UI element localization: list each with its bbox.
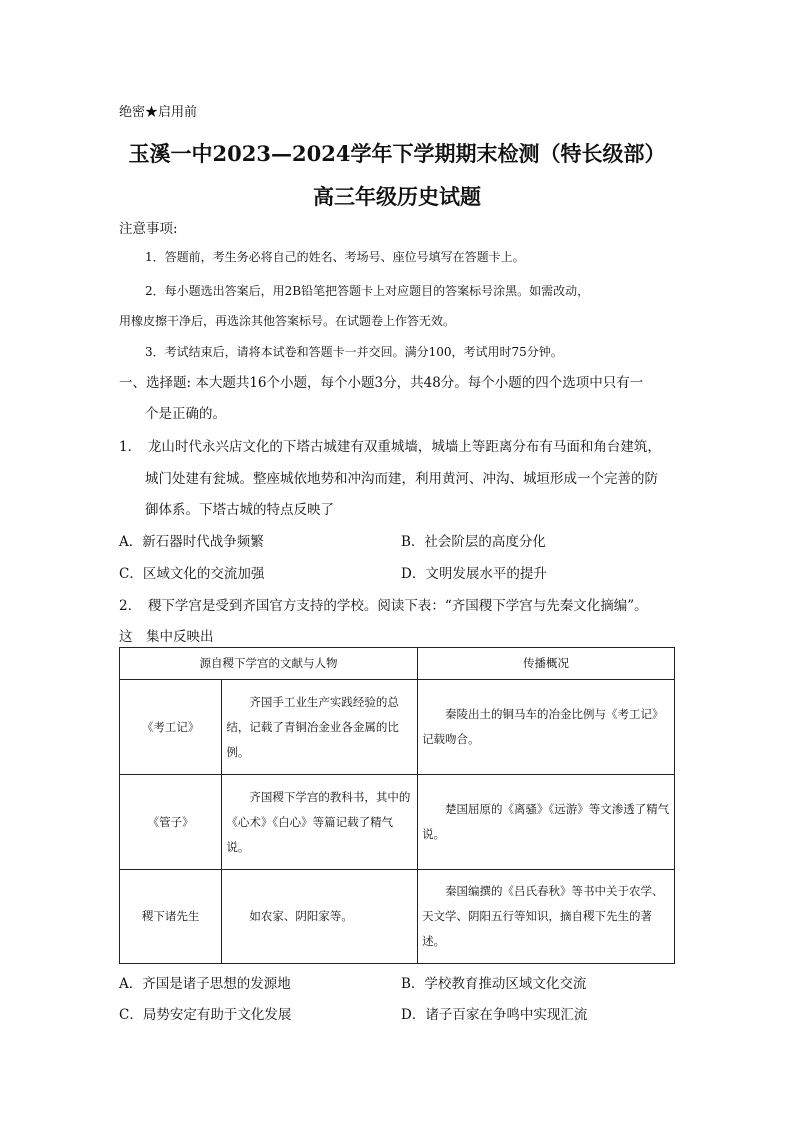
table-header-left: 源自稷下学宫的文献与人物 — [120, 648, 418, 680]
question-2-stem: 这 集中反映出 — [119, 629, 214, 645]
question-1-stem: 御体系。下塔古城的特点反映了 — [145, 502, 334, 518]
question-2-stem: 2． 稷下学宫是受到齐国官方支持的学校。阅读下表：“齐国稷下学宫与先秦文化摘编”。 — [119, 598, 648, 614]
note-item: 1．答题前，考生务必将自己的姓名、考场号、座位号填写在答题卡上。 — [145, 250, 525, 264]
notes-heading: 注意事项: — [119, 221, 178, 237]
table-cell-spread: 秦国编撰的《吕氏春秋》等书中关于农学、天文学、阴阳五行等知识，摘自稷下先生的著述。 — [418, 870, 675, 964]
table-cell-name: 稷下诸先生 — [120, 870, 222, 964]
q1-option-d[interactable]: D．文明发展水平的提升 — [401, 566, 547, 582]
q1-option-b[interactable]: B．社会阶层的高度分化 — [401, 534, 546, 550]
note-item: 2．每小题选出答案后，用2B铅笔把答题卡上对应题目的答案标号涂黑。如需改动， — [145, 284, 590, 298]
table-cell-desc: 齐国手工业生产实践经验的总结，记载了青铜冶金业各金属的比例。 — [222, 680, 418, 775]
source-table — [119, 647, 675, 964]
q1-option-c[interactable]: C．区域文化的交流加强 — [119, 566, 265, 582]
question-1-stem: 1． 龙山时代永兴店文化的下塔古城建有双重城墙，城墙上等距离分布有马面和角台建筑， — [119, 439, 661, 455]
q2-option-b[interactable]: B．学校教育推动区域文化交流 — [401, 976, 587, 992]
confidential-mark: 绝密★启用前 — [119, 105, 198, 120]
table-cell-spread: 楚国屈原的《离骚》《远游》等文渗透了精气说。 — [418, 775, 675, 870]
table-cell-desc: 齐国稷下学宫的教科书，其中的《心术》《白心》等篇记载了精气说。 — [222, 775, 418, 870]
q2-option-d[interactable]: D．诸子百家在争鸣中实现汇流 — [401, 1007, 588, 1023]
section-heading: 一、选择题: 本大题共16个小题，每个小题3分，共48分。每个小题的四个选项中只有一 — [119, 375, 644, 391]
q1-option-a[interactable]: A．新石器时代战争频繁 — [119, 534, 264, 550]
q2-option-a[interactable]: A．齐国是诸子思想的发源地 — [119, 976, 291, 992]
table-cell-desc: 如农家、阴阳家等。 — [222, 870, 418, 964]
exam-subtitle: 高三年级历史试题 — [313, 184, 481, 209]
section-heading-cont: 个是正确的。 — [145, 406, 226, 422]
table-cell-spread: 秦陵出土的铜马车的冶金比例与《考工记》记载吻合。 — [418, 680, 675, 775]
q2-option-c[interactable]: C．局势安定有助于文化发展 — [119, 1007, 292, 1023]
table-header-right: 传播概况 — [418, 648, 675, 680]
note-item: 用橡皮擦干净后，再选涂其他答案标号。在试题卷上作答无效。 — [119, 314, 456, 328]
table-cell-name: 《考工记》 — [120, 680, 222, 775]
question-1-stem: 城门处建有瓮城。整座城依地势和冲沟而建，利用黄河、冲沟、城垣形成一个完善的防 — [145, 471, 658, 487]
note-item: 3．考试结束后，请将本试卷和答题卡一并交回。满分100，考试用时75分钟。 — [145, 345, 563, 359]
exam-title: 玉溪一中2023—2024学年下学期期末检测（特长级部） — [128, 141, 666, 166]
table-cell-name: 《管子》 — [120, 775, 222, 870]
